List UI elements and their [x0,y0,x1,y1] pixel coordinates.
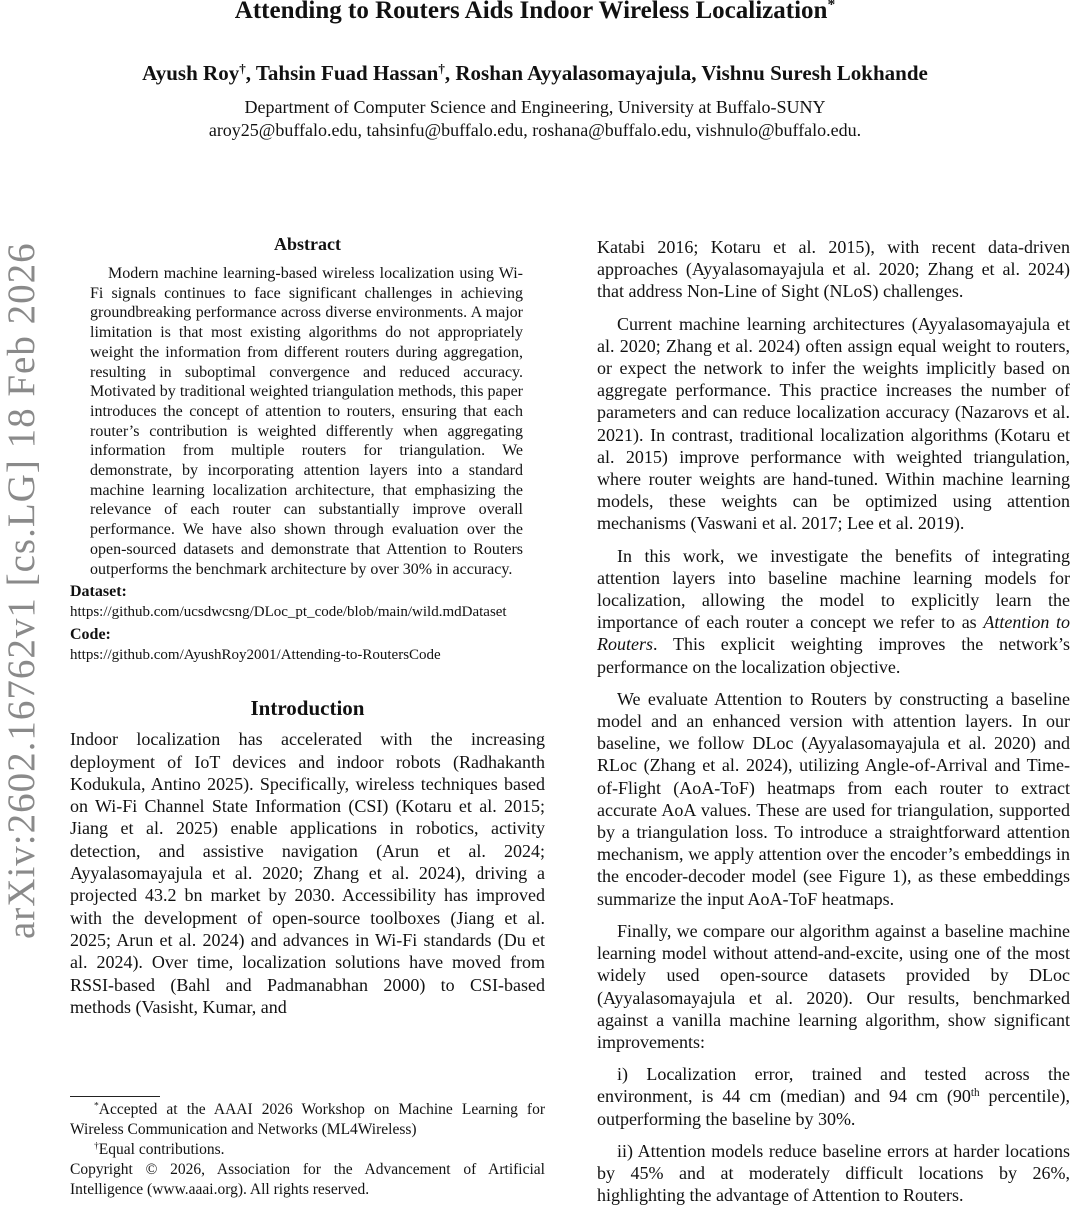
abstract-body: Modern machine learning-based wireless localization using Wi-Fi signals continues to face significant challenges in achieving groundbreaking performance across diverse environments. A major limitation is that most existing algorithms do not appropriately weight the information from different routers during aggregation, resulting in suboptimal convergence and reduced accuracy. Motivated by traditional weighted triangulation methods, this paper introduces the concept of attention to routers, ensuring that each router’s contribution is weighted differently when aggregating information from multiple routers for triangulation. We demonstrate, by incorporating attention layers into a standard machine learning localization architecture, that emphasizing the relevance of each router can substantially improve overall performance. We have also shown through evaluation over the open-sourced datasets and demonstrate that Attention to Routers outperforms the benchmark architecture by over 30% in accuracy. [90,265,523,578]
paragraph-text: . This explicit weighting improves the network’s performance on the localization objective. [597,634,1070,677]
author-name: Ayush Roy [142,61,240,85]
paragraph-text: percentile), outperforming the baseline by 30%. [597,1086,1070,1129]
introduction-heading: Introduction [250,696,365,721]
dataset-link[interactable]: https://github.com/ucsdwcsng/DLoc_pt_code/blob/main/wild.mdDataset [70,604,507,621]
author-list: Ayush Roy†, Tahsin Fuad Hassan†, Roshan Ayyalasomayajula, Vishnu Suresh Lokhande [142,60,928,85]
intro-paragraph: We evaluate Attention to Routers by constructing a baseline model and an enhanced version with attention layers. In our baseline, we follow DLoc (Ayyalasomayajula et al. 2020) and RLoc (Zhang et al. 2024), utilizing Angle-of-Arrival and Time-of-Flight (AoA-ToF) heatmaps from each router to extract accurate AoA values. These are used for triangulation, supported by a triangulation loss. To introduce a straightforward attention mechanism, we apply attention over the encoder’s embeddings in the encoder-decoder model (see Figure 1), as these embeddings summarize the input AoA-ToF heatmaps. [597,688,1070,909]
footnote [70,1100,545,1140]
intro-paragraph: Indoor localization has accelerated with the increasing deployment of IoT devices and indoor robots (Radhakanth Kodukula, Antino 2025). Specifically, wireless techniques based on Wi-Fi Channel State Information (CSI) (Kotaru et al. 2015; Jiang et al. 2025) enable applications in robotics, activity detection, and assistive navigation (Arun et al. 2024; Ayyalasomayajula et al. 2020; Zhang et al. 2024), driving a projected 43.2 bn market by 2030. Accessibility has improved with the development of open-source toolboxes (Jiang et al. 2025; Arun et al. 2024) and advances in Wi-Fi standards (Du et al. 2024). Over time, localization solutions have moved from RSSI-based (Bahl and Padmanabhan 2000) to CSI-based methods (Vasisht, Kumar, and [70,729,545,1017]
paragraph-text: In this work, we investigate the benefits of integrating attention layers into baseline machine learning models for localization, allowing the model to explicitly learn the importance of each router a concept we refer to as [597,545,1070,633]
author-name: Tahsin Fuad Hassan [255,61,439,85]
footnote [70,1140,545,1160]
result-item: ii) Attention models reduce baseline errors at harder locations by 45% and at moderately difficult locations by 26%, highlighting the advantage of Attention to Routers. [597,1140,1070,1206]
intro-paragraph: Finally, we compare our algorithm against a baseline machine learning model without attend-and-excite, using one of the most widely used open-source datasets provided by DLoc (Ayyalasomayajula et al. 2020). Our results, benchmarked against a vanilla machine learning algorithm, show significant improvements: [597,920,1070,1052]
paper-title [0,0,1070,26]
paragraph-text: i) Localization error, trained and tested across the environment, is 44 cm (median) and 94 cm (90 [597,1064,1070,1107]
arxiv-stamp: arXiv:2602.16762v1 [cs.LG] 18 Feb 2026 [0,242,43,939]
right-column [597,236,1070,1206]
copyright-notice: Copyright © 2026, Association for the Advancement of Artificial Intelligence (www.aaai.org). All rights reserved. [70,1161,545,1198]
author-emails: aroy25@buffalo.edu, tahsinfu@buffalo.edu, roshana@buffalo.edu, vishnulo@buffalo.edu. [208,120,862,140]
dataset-label: Dataset: [70,583,127,601]
footnote-divider [70,1096,160,1097]
result-item [597,1063,1070,1130]
author-mark: † [239,60,246,76]
code-label: Code: [70,626,111,644]
superscript: th [970,1087,980,1100]
code-link[interactable]: https://github.com/AyushRoy2001/Attending-to-RoutersCode [70,647,441,664]
author-mark: † [438,60,445,76]
author-name: Roshan Ayyalasomayajula [455,61,692,85]
title-footnote-mark: * [827,0,836,14]
intro-paragraph [597,545,1070,678]
author-name: Vishnu Suresh Lokhande [701,61,928,85]
intro-paragraph-continued: Katabi 2016; Kotaru et al. 2015), with recent data-driven approaches (Ayyalasomayajula et al. 2020; Zhang et al. 2024) that address Non-Line of Sight (NLoS) challenges. [597,237,1070,302]
title-text: Attending to Routers Aids Indoor Wireless Localization [234,0,828,24]
footnote-mark: * [94,1100,99,1112]
footnote-mark: † [94,1140,99,1152]
left-column [70,232,545,1018]
affiliation: Department of Computer Science and Engineering, University at Buffalo-SUNY [244,97,826,117]
footnote-text: Equal contributions. [98,1141,225,1158]
footnote-text: Accepted at the AAAI 2026 Workshop on Machine Learning for Wireless Communication and Networks (ML4Wireless) [70,1101,545,1138]
abstract-heading: Abstract [274,234,341,254]
emphasis-text: Attention to Routers [597,612,1070,655]
intro-paragraph: Current machine learning architectures (Ayyalasomayajula et al. 2020; Zhang et al. 2024) often assign equal weight to routers, or expect the network to infer the weights implicitly based on aggregate performance. This practice increases the number of parameters and can reduce localization accuracy (Nazarovs et al. 2021). In contrast, traditional localization algorithms (Kotaru et al. 2015) improve performance with weighted triangulation, where router weights are hand-tuned. Within machine learning models, these weights can be optimized using attention mechanisms (Vaswani et al. 2017; Lee et al. 2019). [597,313,1070,534]
footnotes [70,1100,545,1200]
